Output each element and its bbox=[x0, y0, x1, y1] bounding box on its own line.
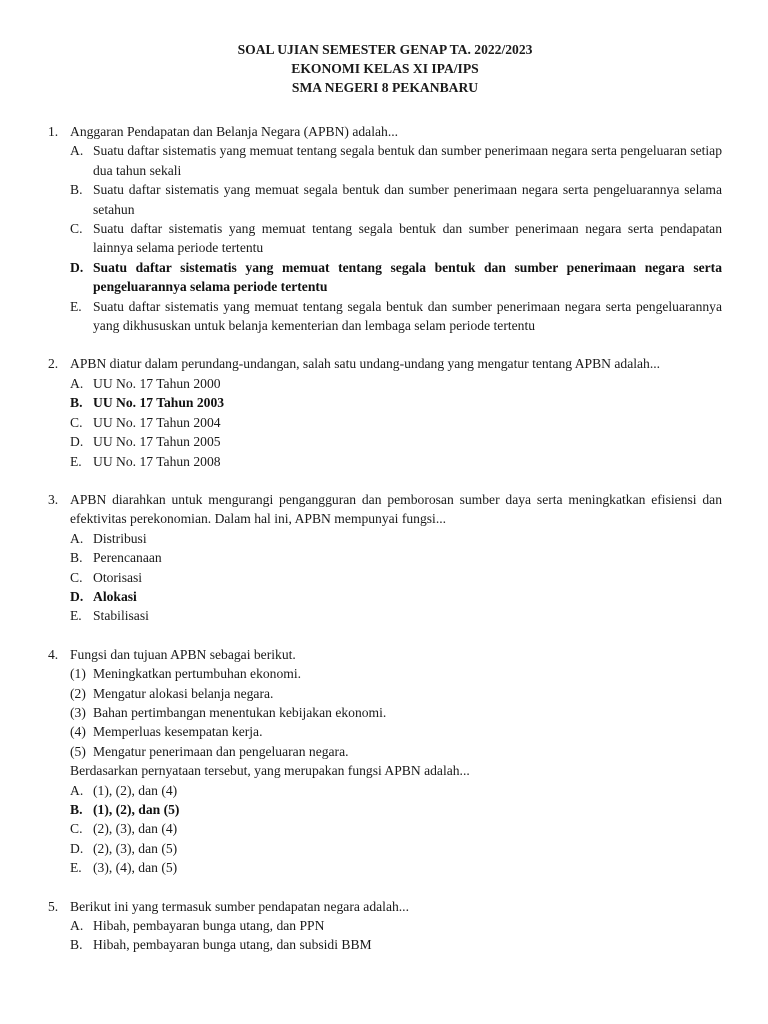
option-label: B. bbox=[70, 182, 83, 198]
option-label: C. bbox=[70, 221, 83, 237]
statement-text: Mengatur alokasi belanja negara. bbox=[93, 685, 274, 701]
option-label: D. bbox=[70, 259, 84, 275]
option-label: D. bbox=[70, 434, 84, 450]
exam-header bbox=[48, 40, 722, 97]
option-a bbox=[70, 374, 722, 393]
question-text: APBN diatur dalam perundang-undangan, salah satu undang-undang yang mengatur tentang APBN adalah... bbox=[70, 356, 661, 372]
option-a bbox=[70, 916, 722, 935]
question-text: Berikut ini yang termasuk sumber pendapatan negara adalah... bbox=[70, 898, 409, 914]
option-b bbox=[70, 548, 722, 567]
statement-label: (1) bbox=[70, 666, 86, 682]
option-d bbox=[70, 432, 722, 451]
option-text: UU No. 17 Tahun 2005 bbox=[93, 434, 221, 450]
statement-label: (4) bbox=[70, 724, 86, 740]
statement-text: Mengatur penerimaan dan pengeluaran negara. bbox=[93, 743, 349, 759]
option-text: Suatu daftar sistematis yang memuat tentang segala bentuk dan sumber penerimaan negara serta pengeluaran setiap dua tahun sekali bbox=[93, 143, 722, 178]
option-c bbox=[70, 413, 722, 432]
question-text: Anggaran Pendapatan dan Belanja Negara (APBN) adalah... bbox=[70, 124, 399, 139]
option-text: (3), (4), dan (5) bbox=[93, 860, 178, 876]
statement-2 bbox=[70, 684, 722, 703]
option-text: (1), (2), dan (5) bbox=[93, 802, 180, 817]
statement-5 bbox=[70, 742, 722, 761]
question-number: 5. bbox=[48, 898, 59, 914]
header-title: SOAL UJIAN SEMESTER GENAP TA. 2022/2023 bbox=[237, 42, 533, 57]
header-subject: EKONOMI KELAS XI IPA/IPS bbox=[291, 61, 479, 76]
question-text: APBN diarahkan untuk mengurangi pengangguran dan pemborosan sumber daya serta meningkatkan efisiensi dan efektivitas perekonomian. Dalam hal ini, APBN mempunyai fungsi... bbox=[70, 491, 722, 527]
question-number: 3. bbox=[48, 491, 59, 507]
option-b-correct bbox=[70, 393, 722, 412]
question-number: 4. bbox=[48, 646, 59, 662]
option-text: UU No. 17 Tahun 2008 bbox=[93, 453, 221, 469]
question-number: 1. bbox=[48, 124, 59, 139]
option-text: (2), (3), dan (4) bbox=[93, 821, 178, 837]
option-d-correct bbox=[70, 587, 722, 606]
option-label: E. bbox=[70, 608, 82, 624]
option-d bbox=[70, 839, 722, 858]
question-2 bbox=[48, 354, 722, 470]
option-label: D. bbox=[70, 840, 84, 856]
option-e bbox=[70, 297, 722, 336]
option-label: D. bbox=[70, 588, 84, 604]
option-text: Suatu daftar sistematis yang memuat tentang segala bentuk dan sumber penerimaan negara serta pengeluarannya selama periode tertentu bbox=[93, 259, 722, 295]
question-text: Fungsi dan tujuan APBN sebagai berikut. bbox=[70, 646, 296, 662]
option-text: Hibah, pembayaran bunga utang, dan subsidi BBM bbox=[93, 937, 372, 953]
option-text: UU No. 17 Tahun 2004 bbox=[93, 414, 221, 430]
option-c bbox=[70, 819, 722, 838]
statement-label: (5) bbox=[70, 743, 86, 759]
option-text: Perencanaan bbox=[93, 550, 162, 566]
option-label: E. bbox=[70, 860, 82, 876]
option-a bbox=[70, 529, 722, 548]
option-d-correct bbox=[70, 258, 722, 297]
option-b-correct bbox=[70, 800, 722, 819]
statement-text: Memperluas kesempatan kerja. bbox=[93, 724, 263, 740]
option-text: Stabilisasi bbox=[93, 608, 149, 624]
statement-4 bbox=[70, 722, 722, 741]
option-text: UU No. 17 Tahun 2003 bbox=[93, 395, 225, 411]
question-5 bbox=[48, 897, 722, 955]
statement-label: (2) bbox=[70, 685, 86, 701]
option-label: B. bbox=[70, 550, 83, 566]
option-b bbox=[70, 180, 722, 219]
header-school: SMA NEGERI 8 PEKANBARU bbox=[291, 80, 479, 95]
option-text: Suatu daftar sistematis yang memuat tentang segala bentuk dan sumber penerimaan negara serta pengeluarannya yang dikhususkan untuk belanja kementerian dan lembaga selam periode tertentu bbox=[93, 298, 722, 334]
option-text: Alokasi bbox=[93, 588, 137, 604]
option-label: A. bbox=[70, 375, 84, 391]
option-label: C. bbox=[70, 821, 83, 837]
option-text: Distribusi bbox=[93, 530, 147, 546]
option-label: C. bbox=[70, 414, 83, 430]
option-e bbox=[70, 858, 722, 877]
option-text: (2), (3), dan (5) bbox=[93, 840, 178, 856]
option-label: B. bbox=[70, 802, 83, 817]
question-1 bbox=[48, 122, 722, 335]
statement-text: Bahan pertimbangan menentukan kebijakan ekonomi. bbox=[93, 704, 387, 720]
option-a bbox=[70, 141, 722, 180]
option-text: Hibah, pembayaran bunga utang, dan PPN bbox=[93, 918, 325, 934]
option-label: A. bbox=[70, 530, 84, 546]
option-label: A. bbox=[70, 143, 84, 159]
option-label: A. bbox=[70, 782, 84, 798]
option-label: B. bbox=[70, 395, 83, 411]
option-e bbox=[70, 452, 722, 471]
option-text: Suatu daftar sistematis yang memuat segala bentuk dan sumber penerimaan negara serta pengeluarannya selama setahun bbox=[93, 182, 722, 217]
option-c bbox=[70, 568, 722, 587]
option-label: A. bbox=[70, 918, 84, 934]
option-label: C. bbox=[70, 569, 83, 585]
option-text: UU No. 17 Tahun 2000 bbox=[93, 375, 221, 391]
question-4 bbox=[48, 645, 722, 878]
statement-1 bbox=[70, 664, 722, 683]
option-b bbox=[70, 935, 722, 954]
statement-3 bbox=[70, 703, 722, 722]
option-text: (1), (2), dan (4) bbox=[93, 782, 178, 798]
option-e bbox=[70, 606, 722, 625]
question-3 bbox=[48, 490, 722, 626]
question-followup: Berdasarkan pernyataan tersebut, yang merupakan fungsi APBN adalah... bbox=[70, 763, 470, 779]
option-label: E. bbox=[70, 298, 82, 314]
option-text: Suatu daftar sistematis yang memuat tentang segala bentuk dan sumber penerimaan negara serta pendapatan lainnya selama periode tertentu bbox=[93, 221, 722, 256]
statement-label: (3) bbox=[70, 704, 86, 720]
option-label: E. bbox=[70, 453, 82, 469]
question-number: 2. bbox=[48, 356, 59, 372]
option-a bbox=[70, 781, 722, 800]
option-text: Otorisasi bbox=[93, 569, 143, 585]
option-c bbox=[70, 219, 722, 258]
option-label: B. bbox=[70, 937, 83, 953]
statement-text: Meningkatkan pertumbuhan ekonomi. bbox=[93, 666, 302, 682]
